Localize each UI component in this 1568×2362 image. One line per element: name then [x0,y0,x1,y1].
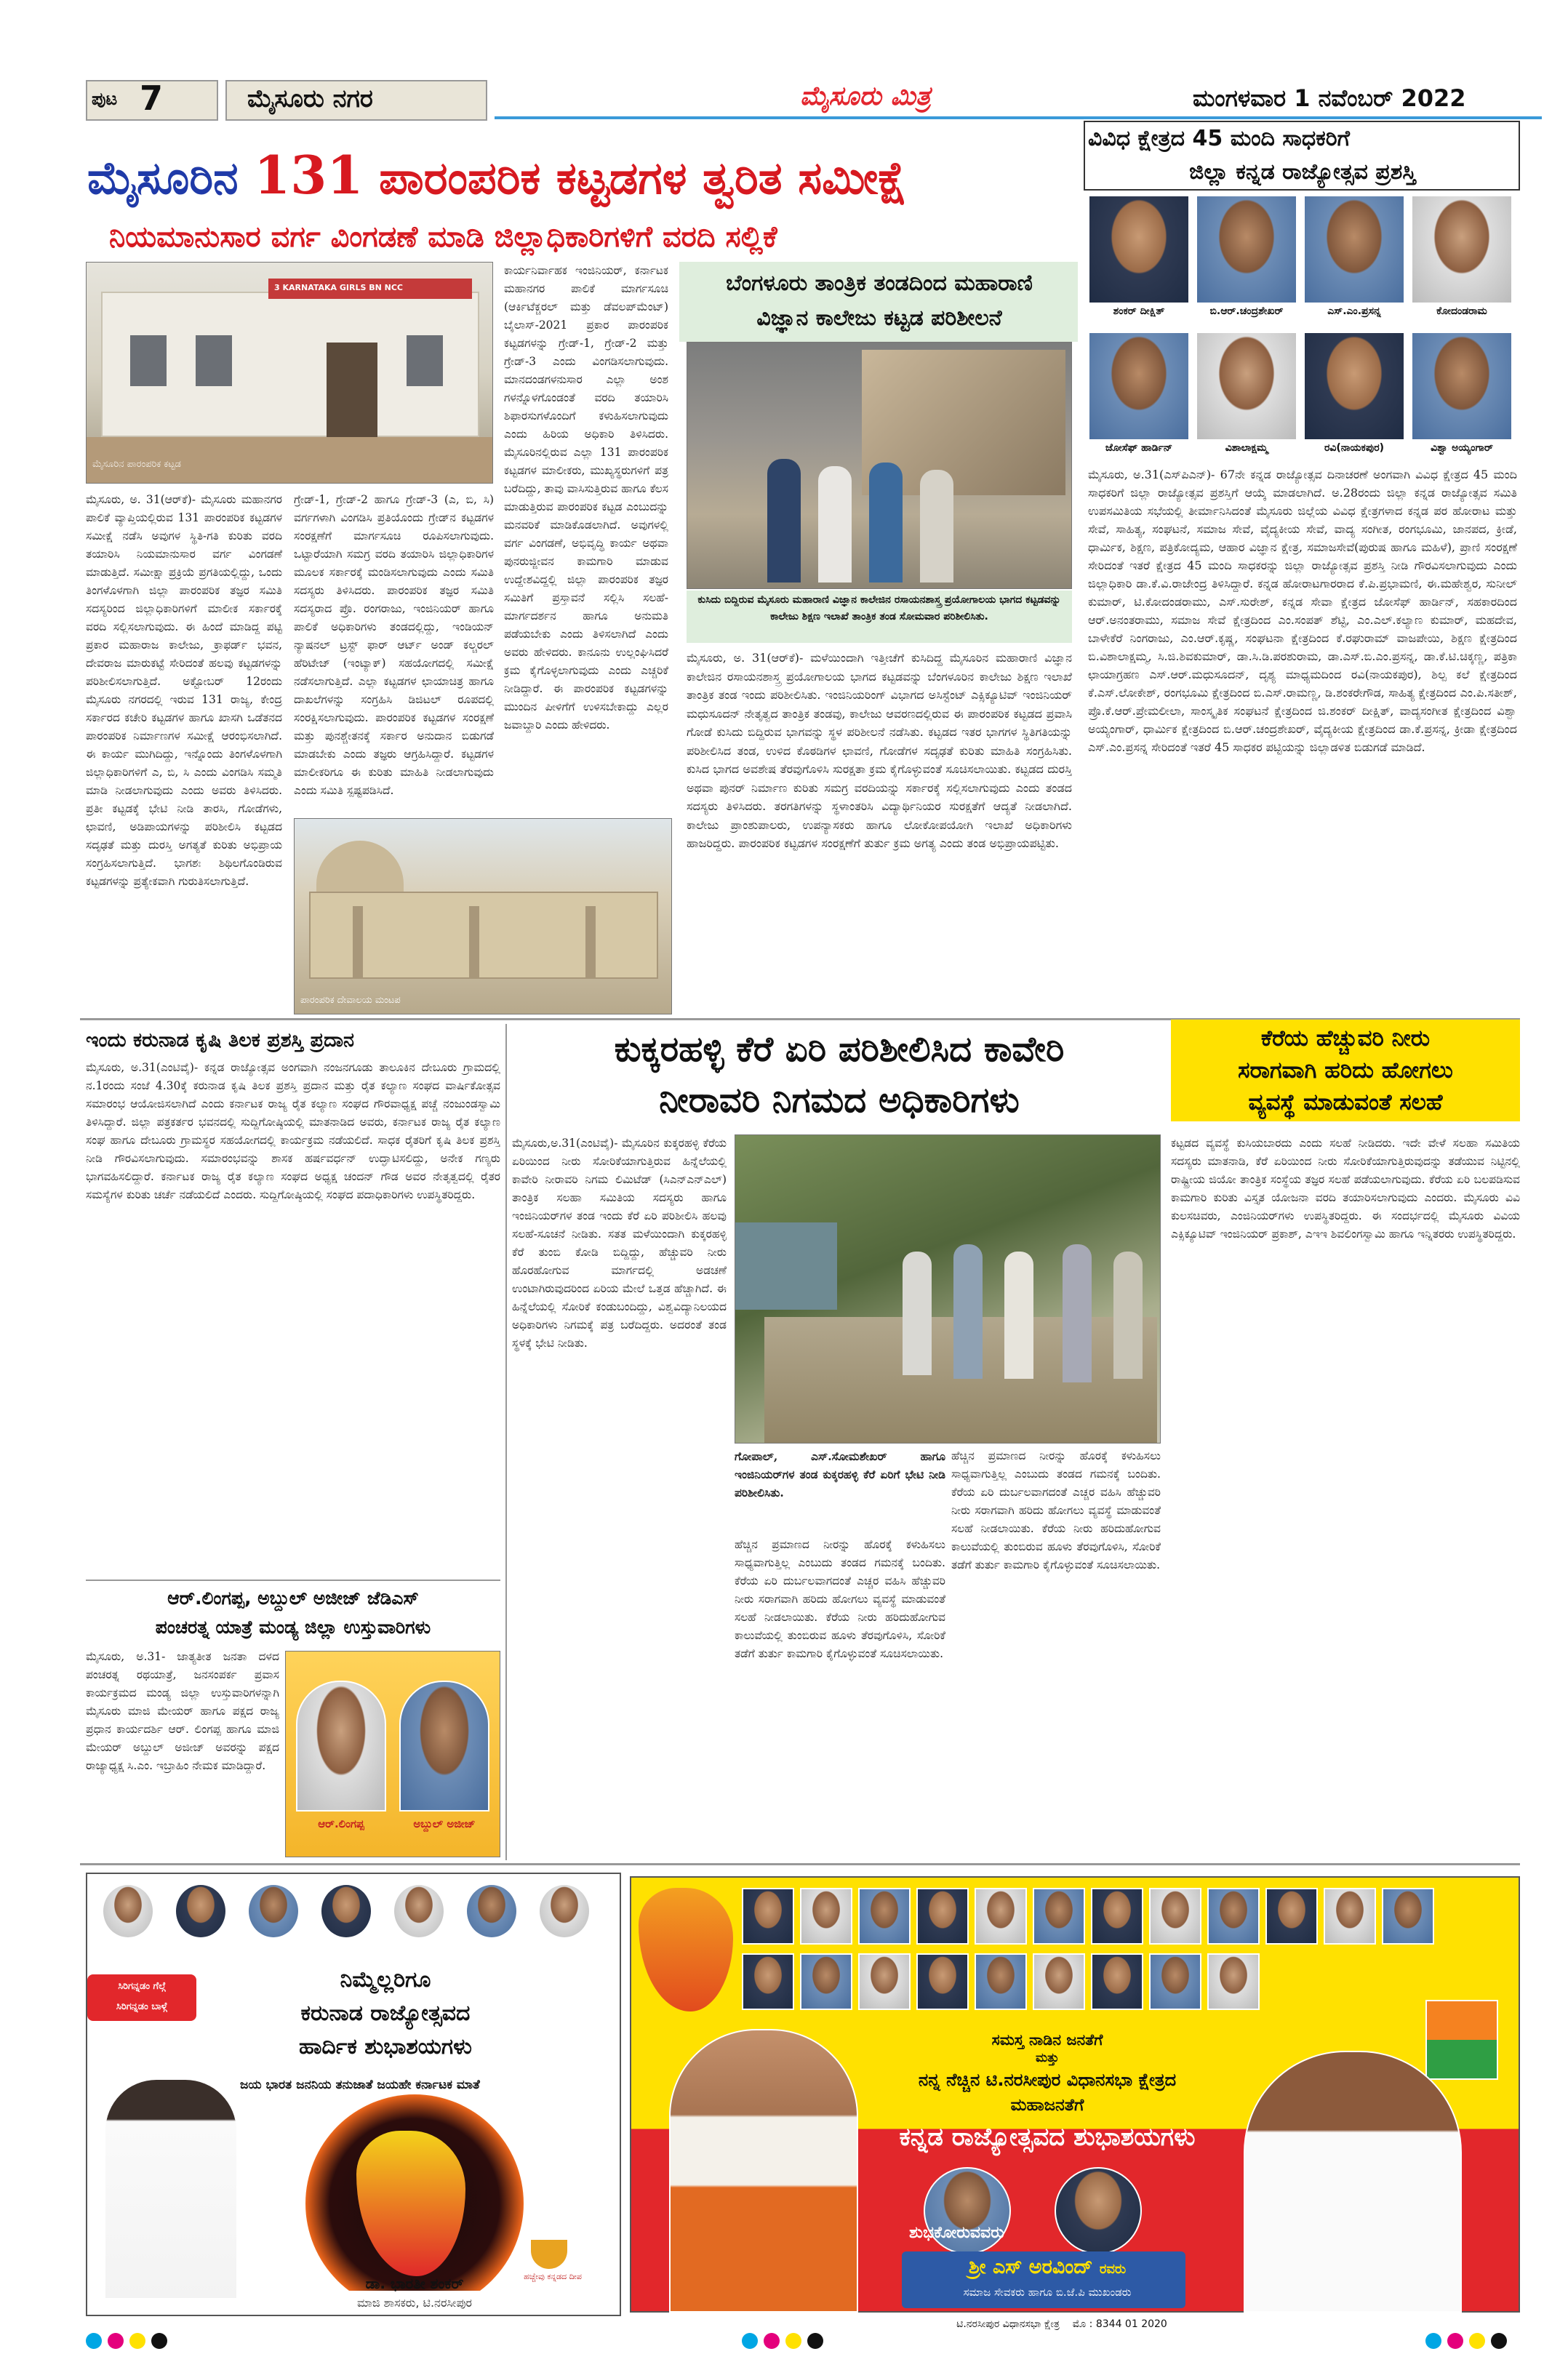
registration-dot-black [1491,2333,1507,2349]
official-figure [953,1244,983,1379]
page-header [29,79,1542,125]
inspector-figure [767,459,801,583]
registration-dot-black [151,2333,167,2349]
awardee-name: ಶಂಕರ್ ದೀಕ್ಷಿತ್ [1113,305,1165,317]
awardee-photo [1088,195,1190,304]
leader-portrait [175,1883,227,1939]
registration-dot-cyan [1425,2333,1441,2349]
official-figure [903,1252,932,1375]
leader-portrait [399,1681,489,1811]
candidate-portrait-left [669,2029,858,2313]
leader-portrait [320,1883,372,1939]
ad-left-greeting-3: ಹಾರ್ದಿಕ ಶುಭಾಶಯಗಳು [299,2034,472,2059]
signboard-text: 3 KARNATAKA GIRLS BN NCC [274,283,404,292]
building-door [327,343,377,437]
leader-portrait [975,1953,1027,2010]
lake-column-1: ಮೈಸೂರು,ಅ.31(ಎಂಟಿವೈ)- ಮೈಸೂರಿನ ಕುಕ್ಕರಹಳ್ಳಿ ಕೆರೆಯ ಏರಿಯಿಂದ ನೀರು ಸೋರಿಕೆಯಾಗುತ್ತಿರುವ ಹಿನ್ನೆಲೆಯಲ್ಲಿ ಕಾವೇರಿ ನೀರಾವರಿ ನಿಗಮ ಲಿಮಿಟೆಡ್ (ಸಿಎನ್‌ಎನ್‌ಎಲ್) ತಾಂತ್ರಿಕ ಸಲಹಾ ಸಮಿತಿಯ ಸದಸ್ಯರು ಹಾಗೂ ಇಂಜಿನಿಯರ್‌ಗಳ ತಂಡ ಇಂದು ಕೆರೆ ಏರಿ ಪರಿಶೀಲಿಸಿ ಹಲವು ಸಲಹೆ-ಸೂಚನೆ ನೀಡಿತು. ಸತತ ಮಳೆಯಿಂದಾಗಿ ಕುಕ್ಕರಹಳ್ಳಿ ಕೆರೆ ತುಂಬಿ ಕೋಡಿ ಬಿದ್ದಿದ್ದು, ಹೆಚ್ಚುವರಿ ನೀರು ಹೊರಹೋಗುವ ಮಾರ್ಗದಲ್ಲಿ ಅಡಚಣೆ ಉಂಟಾಗಿರುವುದರಿಂದ ಏರಿಯ ಮೇಲೆ ಒತ್ತಡ ಹೆಚ್ಚಾಗಿದೆ. ಈ ಹಿನ್ನೆಲೆಯಲ್ಲಿ ಸೋರಿಕೆ ಕಂಡುಬಂದಿದ್ದು, ವಿಶ್ವವಿದ್ಯಾನಿಲಯದ ಅಧಿಕಾರಿಗಳು ನಿಗಮಕ್ಕೆ ಪತ್ರ ಬರೆದಿದ್ದರು. ಅದರಂತೆ ತಂಡ ಸ್ಥಳಕ್ಕೆ ಭೇಟಿ ನೀಡಿತು. [512,1137,727,1350]
awardee-name: ವಿಶಾಲಾಕ್ಷಮ್ಮ [1225,442,1268,454]
awards-headline-1: ವಿವಿಧ ಕ್ಷೇತ್ರದ 45 ಮಂದಿ ಸಾಧಕರಿಗೆ [1088,126,1351,151]
leader-portrait [1149,1953,1201,2010]
leader-portrait [800,1888,852,1945]
caption-hidden: ಮೈಸೂರಿನ ಪಾರಂಪರಿಕ ಕಟ್ಟಡ [92,459,181,470]
section-divider [80,1863,1520,1865]
awardee-name: ಬಿ.ಆರ್.ಚಂದ್ರಶೇಖರ್ [1209,305,1284,317]
building-window [196,335,232,386]
ad-left-anthem: ಜಯ ಭಾರತ ಜನನಿಯ ತನುಜಾತೆ ಜಯಹೇ ಕರ್ನಾಟಕ ಮಾತೆ [240,2078,480,2092]
leader-portrait [247,1883,300,1939]
heritage-building-photo [86,262,493,484]
ad-right-constituency [865,2291,866,2293]
engineering-headline-1: ಬೆಂಗಳೂರು ತಾಂತ್ರಿಕ ತಂಡದಿಂದ ಮಹಾರಾಣಿ [726,271,1033,296]
registration-dot-magenta [108,2333,124,2349]
section-divider [86,1580,500,1581]
leader-portrait [742,1953,794,2010]
ad-right-line3: ನನ್ನ ನೆಚ್ಚಿನ ಟಿ.ನರಸೀಪುರ ವಿಧಾನಸಭಾ ಕ್ಷೇತ್ರದ [918,2070,1177,2090]
leader-name-left: ಆರ್.ಲಿಂಗಪ್ಪ [318,1817,364,1830]
ad-right-line1: ಸಮಸ್ತ ನಾಡಿನ ಜನತೆಗೆ [991,2031,1103,2049]
engineering-headline-2: ವಿಜ್ಞಾನ ಕಾಲೇಜು ಕಟ್ಟಡ ಪರಿಶೀಲನೆ [756,305,1002,331]
registration-dot-cyan [86,2333,102,2349]
awardee-photo [1088,332,1190,441]
lead-headline [87,135,1076,215]
ad-left-lamp-caption: ಹಚ್ಚೇವು ಕನ್ನಡದ ದೀಪ [524,2272,582,2281]
lake-headline-1: ಕುಕ್ಕರಹಳ್ಳಿ ಕೆರೆ ಏರಿ ಪರಿಶೀಲಿಸಿದ ಕಾವೇರಿ [614,1029,1065,1070]
leader-portrait [1091,1888,1143,1945]
awardee-photo [1303,332,1405,441]
engineering-body: ಮೈಸೂರು, ಅ. 31(ಆರ್‌ಕೆ)- ಮಳೆಯಿಂದಾಗಿ ಇತ್ತೀಚೆಗೆ ಕುಸಿದಿದ್ದ ಮೈಸೂರಿನ ಮಹಾರಾಣಿ ವಿಜ್ಞಾನ ಕಾಲೇಜಿನ ರಸಾಯನಶಾಸ್ತ್ರ ಪ್ರಯೋಗಾಲಯ ಭಾಗದ ಕಟ್ಟಡವನ್ನು ಬೆಂಗಳೂರಿನ ಕಾಲೇಜು ಶಿಕ್ಷಣ ಇಲಾಖೆ ತಾಂತ್ರಿಕ ತಂಡ ಇಂದು ಪರಿಶೀಲಿಸಿತು. ಇಂಜಿನಿಯರಿಂಗ್ ವಿಭಾಗದ ಅಸಿಸ್ಟೆಂಟ್ ಎಕ್ಸಿಕ್ಯೂಟಿವ್ ಇಂಜಿನಿಯರ್ ಮಧುಸೂದನ್ ನೇತೃತ್ವದ ತಾಂತ್ರಿಕ ತಂಡವು, ಕಾಲೇಜು ಆವರಣದಲ್ಲಿರುವ ಈ ಪಾರಂಪರಿಕ ಕಟ್ಟಡದ ಪ್ರವಾಸಿ ಗೋಡೆ ಕುಸಿದು ಬಿದ್ದಿರುವ ಭಾಗವನ್ನು ಸ್ಥಳ ಪರಿಶೀಲನೆ ನಡೆಸಿತು. ಕಟ್ಟಡದ ಇತರ ಭಾಗಗಳ ಸ್ಥಿತಿಗತಿಯನ್ನು ಪರಿಶೀಲಿಸಿದ ತಂಡ, ಉಳಿದ ಕೊಠಡಿಗಳ ಛಾವಣಿ, ಗೋಡೆಗಳ ಸದೃಢತೆ ಕುರಿತು ಮಾಹಿತಿ ಸಂಗ್ರಹಿಸಿತು. ಕುಸಿದ ಭಾಗದ ಅವಶೇಷ ತೆರವುಗೊಳಿಸಿ ಸುರಕ್ಷತಾ ಕ್ರಮ ಕೈಗೊಳ್ಳುವಂತೆ ಸೂಚಿಸಲಾಯಿತು. ಕಟ್ಟಡದ ದುರಸ್ತಿ ಅಥವಾ ಪುನರ್ ನಿರ್ಮಾಣ ಕುರಿತು ಸಮಗ್ರ ವರದಿಯನ್ನು ಸರ್ಕಾರಕ್ಕೆ ಸಲ್ಲಿಸಲಾಗುವುದು ಎಂದು ತಂಡದ ಸದಸ್ಯರು ತಿಳಿಸಿದರು. ತರಗತಿಗಳನ್ನು ಸ್ಥಳಾಂತರಿಸಿ ವಿದ್ಯಾರ್ಥಿನಿಯರ ಸುರಕ್ಷತೆಗೆ ಆದ್ಯತೆ ನೀಡಲಾಗಿದೆ. ಕಾಲೇಜು ಪ್ರಾಂಶುಪಾಲರು, ಉಪನ್ಯಾಸಕರು ಹಾಗೂ ಲೋಕೋಪಯೋಗಿ ಇಲಾಖೆ ಅಧಿಕಾರಿಗಳು ಹಾಜರಿದ್ದರು. ಪಾರಂಪರಿಕ ಕಟ್ಟಡಗಳ ಸಂರಕ್ಷಣೆಗೆ ತುರ್ತು ಕ್ರಮ ಅಗತ್ಯ ಎಂದು ತಂಡ ಅಭಿಪ್ರಾಯಪಟ್ಟಿತು. [687,651,1072,850]
registration-dot-magenta [1447,2333,1463,2349]
jds-leaders-photo [285,1651,500,1857]
krishi-headline: ಇಂದು ಕರುನಾಡ ಕೃಷಿ ತಿಲಕ ಪ್ರಶಸ್ತಿ ಪ್ರದಾನ [86,1029,355,1052]
ad-left-portrait-row [102,1883,604,1942]
awards-headline-2: ಜಿಲ್ಲಾ ಕನ್ನಡ ರಾಜ್ಯೋತ್ಸವ ಪ್ರಶಸ್ತಿ [1189,159,1416,185]
lake-photo-caption: ಗೋಪಾಲ್, ಎಸ್.ಸೋಮಶೇಖರ್ ಹಾಗೂ ಇಂಜಿನಿಯರ್‌ಗಳ ತಂಡ ಕುಕ್ಕರಹಳ್ಳಿ ಕೆರೆ ಏರಿಗೆ ಭೇಟಿ ನೀಡಿ ಪರಿಶೀಲಿಸಿತು. [735,1449,945,1500]
lead-column-2: ಗ್ರೇಡ್-1, ಗ್ರೇಡ್-2 ಹಾಗೂ ಗ್ರೇಡ್-3 (ಎ, ಬಿ, ಸಿ) ವರ್ಗಗಳಾಗಿ ವಿಂಗಡಿಸಿ ಪ್ರತಿಯೊಂದು ಗ್ರೇಡ್‌ನ ಕಟ್ಟಡಗಳ ಸಂರಕ್ಷಣೆಗೆ ಮಾರ್ಗಸೂಚಿ ರೂಪಿಸಲಾಗುವುದು. ಒಟ್ಟಾರೆಯಾಗಿ ಸಮಗ್ರ ವರದಿ ತಯಾರಿಸಿ ಜಿಲ್ಲಾಧಿಕಾರಿಗಳ ಮೂಲಕ ಸರ್ಕಾರಕ್ಕೆ ಮಂಡಿಸಲಾಗುವುದು ಎಂದು ಸಮಿತಿ ಸದಸ್ಯರು ತಿಳಿಸಿದರು. ಪಾರಂಪರಿಕ ತಜ್ಞರ ಸಮಿತಿ ಸದಸ್ಯರಾದ ಪ್ರೊ. ರಂಗರಾಜು, ಇಂಜಿನಿಯರ್ ಹಾಗೂ ಪಾಲಿಕೆ ಅಧಿಕಾರಿಗಳು ತಂಡದಲ್ಲಿದ್ದು, ಇಂಡಿಯನ್ ನ್ಯಾಷನಲ್ ಟ್ರಸ್ಟ್ ಫಾರ್ ಆರ್ಟ್ ಅಂಡ್ ಕಲ್ಚರಲ್ ಹೆರಿಟೇಜ್ (ಇಂಟ್ಯಾಕ್) ಸಹಯೋಗದಲ್ಲಿ ಸಮೀಕ್ಷೆ ನಡೆಸಲಾಗುತ್ತಿದೆ. ಎಲ್ಲಾ ಕಟ್ಟಡಗಳ ಛಾಯಾಚಿತ್ರ ಹಾಗೂ ದಾಖಲೆಗಳನ್ನು ಸಂಗ್ರಹಿಸಿ ಡಿಜಿಟಲ್ ರೂಪದಲ್ಲಿ ಸಂರಕ್ಷಿಸಲಾಗುವುದು. ಪಾರಂಪರಿಕ ಕಟ್ಟಡಗಳ ಸಂರಕ್ಷಣೆ ಮತ್ತು ಪುನಶ್ಚೇತನಕ್ಕೆ ಸರ್ಕಾರ ಅನುದಾನ ಬಿಡುಗಡೆ ಮಾಡಬೇಕು ಎಂದು ತಜ್ಞರು ಆಗ್ರಹಿಸಿದ್ದಾರೆ. ಕಟ್ಟಡಗಳ ಮಾಲೀಕರಿಗೂ ಈ ಕುರಿತು ಮಾಹಿತಿ ನೀಡಲಾಗುವುದು ಎಂದು ಸಮಿತಿ ಸ್ಪಷ್ಟಪಡಿಸಿದೆ. [294,493,494,797]
masthead-line [495,116,1542,119]
temple-pillar [353,906,363,979]
registration-dot-black [807,2333,823,2349]
leader-portrait [858,1953,911,2010]
ad-left-name: ಡಾ. ಭಾರತೀ ಶಂಕರ್ [365,2275,464,2292]
inspector-figure [869,463,903,583]
leader-portrait [1033,1888,1085,1945]
awardee-name: ಎಸ್.ಎಂ.ಪ್ರಸನ್ನ [1327,305,1381,317]
jds-headline-2: ಪಂಚರತ್ನ ಯಾತ್ರೆ ಮಂಡ್ಯ ಜಿಲ್ಲಾ ಉಸ್ತುವಾರಿಗಳು [155,1617,431,1638]
masthead-logo: ಮೈಸೂರು ಮಿತ್ರ [800,81,931,111]
leader-portrait [1324,1888,1376,1945]
registration-dot-magenta [764,2333,780,2349]
ad-left-designation: ಮಾಜಿ ಶಾಸಕರು, ಟಿ.ನರಸೀಪುರ [356,2296,473,2310]
lead-subheadline: ನಿಯಮಾನುಸಾರ ವರ್ಗ ವಿಂಗಡಣೆ ಮಾಡಿ ಜಿಲ್ಲಾಧಿಕಾರಿಗಳಿಗೆ ವರದಿ ಸಲ್ಲಿಕೆ [109,220,777,254]
inspector-figure [818,466,852,583]
leader-portrait [538,1883,591,1939]
greeter-label: ಶುಭಕೋರುವವರು [909,2224,1004,2242]
lake-water [735,1222,837,1310]
temple-pillar [585,906,596,979]
heritage-temple-photo [294,818,672,1014]
registration-dot-cyan [742,2333,758,2349]
candidate-portrait-right [1244,2051,1462,2313]
page-word: ಪುಟ [92,89,118,109]
greeter-name-line [909,2253,1185,2284]
issue-date: ಮಂಗಳವಾರ 1 ನವೆಂಬರ್ 2022 [1193,84,1466,112]
building-window [130,335,167,386]
awardee-name: ಜೋಸೆಫ್ ಹಾರ್ಡಿನ್ [1105,442,1173,454]
awardee-name: ರವಿ(ನಾಯಕಪುರ) [1324,442,1385,454]
awardee-photo [1196,195,1297,304]
leader-portrait [1033,1953,1085,2010]
lead-headline-pre: ಮೈಸೂರಿನ [87,151,239,204]
leader-portrait [1149,1888,1201,1945]
official-figure [1063,1244,1092,1382]
column-divider [505,1024,507,1860]
awardee-photo [1196,332,1297,441]
lake-headline-2: ನೀರಾವರಿ ನಿಗಮದ ಅಧಿಕಾರಿಗಳು [659,1080,1020,1121]
lake-column-2b: ಹೆಚ್ಚಿನ ಪ್ರಮಾಣದ ನೀರನ್ನು ಹೊರಕ್ಕೆ ಕಳುಹಿಸಲು ಸಾಧ್ಯವಾಗುತ್ತಿಲ್ಲ ಎಂಬುದು ತಂಡದ ಗಮನಕ್ಕೆ ಬಂದಿತು. ಕೆರೆಯ ಏರಿ ದುರ್ಬಲವಾಗದಂತೆ ಎಚ್ಚರ ವಹಿಸಿ ಹೆಚ್ಚುವರಿ ನೀರು ಸರಾಗವಾಗಿ ಹರಿದು ಹೋಗಲು ವ್ಯವಸ್ಥೆ ಮಾಡುವಂತೆ ಸಲಹೆ ನೀಡಲಾಯಿತು. ಕೆರೆಯ ನೀರು ಹರಿದುಹೋಗುವ ಕಾಲುವೆಯಲ್ಲಿ ತುಂಬಿರುವ ಹೂಳು ತೆರವುಗೊಳಿಸಿ, ಸೋರಿಕೆ ತಡೆಗೆ ತುರ್ತು ಕಾಮಗಾರಿ ಕೈಗೊಳ್ಳುವಂತೆ ಸೂಚಿಸಲಾಯಿತು. [951,1449,1161,1572]
ad-left-greeting-1: ನಿಮ್ಮೆಲ್ಲರಿಗೂ [340,1967,431,1993]
ad-left-person [105,2080,236,2298]
party-flag-icon [1425,2000,1498,2080]
lead-headline-post: ಪಾರಂಪರಿಕ ಕಟ್ಟಡಗಳ ತ್ವರಿತ ಸಮೀಕ್ಷೆ [379,151,908,204]
leader-portrait [916,1888,969,1945]
lead-column-1: ಮೈಸೂರು, ಅ. 31(ಆರ್‌ಕೆ)- ಮೈಸೂರು ಮಹಾನಗರ ಪಾಲಿಕೆ ವ್ಯಾಪ್ತಿಯಲ್ಲಿರುವ 131 ಪಾರಂಪರಿಕ ಕಟ್ಟಡಗಳ ಸಮೀಕ್ಷೆ ನಡೆಸಿ ಅವುಗಳ ಸ್ಥಿತಿ-ಗತಿ ಕುರಿತು ವರದಿ ತಯಾರಿಸಿ ನಿಯಮಾನುಸಾರ ವರ್ಗ ವಿಂಗಡಣೆ ಮಾಡುತ್ತಿದೆ. ಸಮೀಕ್ಷಾ ಪ್ರಕ್ರಿಯೆ ಪ್ರಗತಿಯಲ್ಲಿದ್ದು, ಒಂದು ತಿಂಗಳೊಳಗಾಗಿ ಜಿಲ್ಲಾ ಪಾರಂಪರಿಕ ತಜ್ಞರ ಸಮಿತಿ ಸದಸ್ಯರಿಂದ ಜಿಲ್ಲಾಧಿಕಾರಿಗಳಿಗೆ ಮಾಲೀಕ ಸರ್ಕಾರಕ್ಕೆ ವರದಿ ಸಲ್ಲಿಸಲಾಗುವುದು. ಈ ಹಿಂದೆ ಮಾಡಿದ್ದ ಪಟ್ಟಿ ಪ್ರಕಾರ ಮಹಾರಾಜ ಕಾಲೇಜು, ಕ್ರಾಫರ್ಡ್ ಭವನ, ದೇವರಾಜ ಮಾರುಕಟ್ಟೆ ಸೇರಿದಂತೆ ಹಲವು ಕಟ್ಟಡಗಳನ್ನು ಪರಿಶೀಲಿಸಲಾಗುತ್ತಿದೆ. ಅಕ್ಟೋಬರ್ 12ರಂದು ಮೈಸೂರು ನಗರದಲ್ಲಿ ಇರುವ 131 ರಾಜ್ಯ, ಕೇಂದ್ರ ಸರ್ಕಾರದ ಕಚೇರಿ ಕಟ್ಟಡಗಳ ಹಾಗೂ ಖಾಸಗಿ ಒಡೆತನದ ಪಾರಂಪರಿಕ ನಿರ್ಮಾಣಗಳ ಸಮೀಕ್ಷೆ ಆರಂಭಿಸಲಾಗಿದೆ. ಈ ಕಾರ್ಯ ಮುಗಿದಿದ್ದು, ಇನ್ನೊಂದು ತಿಂಗಳೊಳಗಾಗಿ ಜಿಲ್ಲಾಧಿಕಾರಿಗಳಿಗೆ ಎ, ಬಿ, ಸಿ ಎಂದು ವಿಂಗಡಿಸಿ ಸಮ್ಮತಿ ಮಾಡಿ ನೀಡಲಾಗುವುದು ಎಂದು ಅವರು ತಿಳಿಸಿದರು. ಪ್ರತೀ ಕಟ್ಟಡಕ್ಕೆ ಭೇಟಿ ನೀಡಿ ತಾರಸಿ, ಗೋಡೆಗಳು, ಛಾವಣಿ, ಅಡಿಪಾಯಗಳನ್ನು ಪರಿಶೀಲಿಸಿ ಕಟ್ಟಡದ ಸದೃಢತೆ ಮತ್ತು ದುರಸ್ತಿ ಅಗತ್ಯತೆ ಕುರಿತು ಅಭಿಪ್ರಾಯ ಸಂಗ್ರಹಿಸಲಾಗುತ್ತಿದೆ. ಭಾಗಶಃ ಶಿಥಿಲಗೊಂಡಿರುವ ಕಟ್ಟಡಗಳನ್ನು ಪ್ರತ್ಯೇಕವಾಗಿ ಗುರುತಿಸಲಾಗುತ್ತಿದೆ. [86,493,282,888]
krishi-body: ಮೈಸೂರು, ಅ.31(ಎಂಟಿವೈ)- ಕನ್ನಡ ರಾಜ್ಯೋತ್ಸವ ಅಂಗವಾಗಿ ನಂಜನಗೂಡು ತಾಲೂಕಿನ ದೇಬೂರು ಗ್ರಾಮದಲ್ಲಿ ನ.1ರಂದು ಸಂಜೆ 4.30ಕ್ಕೆ ಕರುನಾಡ ಕೃಷಿ ತಿಲಕ ಪ್ರಶಸ್ತಿ ಪ್ರದಾನ ಮತ್ತು ರೈತ ಕಲ್ಯಾಣ ಸಂಘದ ವಾರ್ಷಿಕೋತ್ಸವ ಸಮಾರಂಭ ಆಯೋಜಿಸಲಾಗಿದೆ ಎಂದು ಕರ್ನಾಟಕ ರಾಜ್ಯ ರೈತ ಕಲ್ಯಾಣ ಸಂಘದ ಗೌರವಾಧ್ಯಕ್ಷ ಪಚ್ಚೆ ನಂಜುಂಡಸ್ವಾಮಿ ತಿಳಿಸಿದ್ದಾರೆ. ಜಿಲ್ಲಾ ಪತ್ರಕರ್ತರ ಭವನದಲ್ಲಿ ಸುದ್ದಿಗೋಷ್ಠಿಯಲ್ಲಿ ಮಾತನಾಡಿದ ಅವರು, ಕರ್ನಾಟಕ ರಾಜ್ಯ ರೈತ ಕಲ್ಯಾಣ ಸಂಘ ಹಾಗೂ ದೇಬೂರು ಗ್ರಾಮಸ್ಥರ ಸಹಯೋಗದಲ್ಲಿ ಕಾರ್ಯಕ್ರಮ ನಡೆಯಲಿದೆ. ಸಾಧಕ ರೈತರಿಗೆ ಕೃಷಿ ತಿಲಕ ಪ್ರಶಸ್ತಿ ನೀಡಿ ಗೌರವಿಸಲಾಗುವುದು. ಸಮಾರಂಭವನ್ನು ಶಾಸಕ ಹರ್ಷವರ್ಧನ್ ಉದ್ಘಾಟಿಸಲಿದ್ದು, ಅನೇಕ ಗಣ್ಯರು ಭಾಗವಹಿಸಲಿದ್ದಾರೆ. ಕರ್ನಾಟಕ ರಾಜ್ಯ ರೈತ ಕಲ್ಯಾಣ ಸಂಘದ ಅಧ್ಯಕ್ಷ ಚಂದನ್ ಗೌಡ ಅವರ ನೇತೃತ್ವದಲ್ಲಿ ರೈತರ ಸಮಸ್ಯೆಗಳ ಕುರಿತು ಚರ್ಚೆ ನಡೆಯಲಿದೆ ಎಂದರು. ಸುದ್ದಿಗೋಷ್ಠಿಯಲ್ಲಿ ಸಂಘದ ಪದಾಧಿಕಾರಿಗಳು ಉಪಸ್ಥಿತರಿದ್ದರು. [86,1061,500,1201]
registration-dot-yellow [785,2333,801,2349]
leader-portrait [916,1953,969,2010]
official-figure [1004,1252,1033,1379]
greeter-role: ಸಮಾಜ ಸೇವಕರು ಹಾಗೂ ಬಿ.ಜೆ.ಪಿ ಮುಖಂಡರು [963,2286,1132,2299]
lake-column-3: ಕಟ್ಟಡದ ವ್ಯವಸ್ಥೆ ಕುಸಿಯಬಾರದು ಎಂದು ಸಲಹೆ ನೀಡಿದರು. ಇದೇ ವೇಳೆ ಸಲಹಾ ಸಮಿತಿಯ ಸದಸ್ಯರು ಮಾತನಾಡಿ, ಕೆರೆ ಏರಿಯಿಂದ ನೀರು ಸೋರಿಕೆಯಾಗುತ್ತಿರುವುದನ್ನು ತಡೆಯುವ ನಿಟ್ಟಿನಲ್ಲಿ ರಾಷ್ಟ್ರೀಯ ಜಿಯೋ ತಾಂತ್ರಿಕ ಸಂಸ್ಥೆಯ ತಜ್ಞರ ಸಲಹೆ ಪಡೆಯಲಾಗುವುದು. ಕೆರೆಯ ಏರಿ ಬಲಪಡಿಸುವ ಕಾಮಗಾರಿ ಕುರಿತು ವಿಸ್ತೃತ ಯೋಜನಾ ವರದಿ ತಯಾರಿಸಲಾಗುವುದು ಎಂದರು. ಮೈಸೂರು ವಿವಿ ಕುಲಸಚಿವರು, ಎಂಜಿನಿಯರ್‌ಗಳು ಉಪಸ್ಥಿತರಿದ್ದರು. ಈ ಸಂದರ್ಭದಲ್ಲಿ ಮೈಸೂರು ವಿವಿಯ ಎಕ್ಸಿಕ್ಯೂಟಿವ್ ಇಂಜಿನಿಯರ್ ಪ್ರಕಾಶ್, ಎಇಇ ಶಿವಲಿಂಗಸ್ವಾಮಿ ಹಾಗೂ ಇನ್ನಿತರರು ಉಪಸ್ಥಿತರಿದ್ದರು. [1171,1137,1520,1241]
greeter-suffix: ರವರು [1099,2262,1127,2277]
leader-portrait [975,1888,1027,1945]
temple-pillar [469,906,479,979]
registration-dot-yellow [1469,2333,1485,2349]
leader-portrait [465,1883,518,1939]
jds-body: ಮೈಸೂರು, ಅ.31- ಜಾತ್ಯತೀತ ಜನತಾ ದಳದ ಪಂಚರತ್ನ ರಥಯಾತ್ರೆ, ಜನಸಂಪರ್ಕ ಪ್ರವಾಸ ಕಾರ್ಯಕ್ರಮದ ಮಂಡ್ಯ ಜಿಲ್ಲಾ ಉಸ್ತುವಾರಿಗಳನ್ನಾಗಿ ಮೈಸೂರು ಮಾಜಿ ಮೇಯರ್ ಹಾಗೂ ಪಕ್ಷದ ರಾಜ್ಯ ಪ್ರಧಾನ ಕಾರ್ಯದರ್ಶಿ ಆರ್. ಲಿಂಗಪ್ಪ ಹಾಗೂ ಮಾಜಿ ಮೇಯರ್ ಅಬ್ದುಲ್ ಅಜೀಜ್ ಅವರನ್ನು ಪಕ್ಷದ ರಾಜ್ಯಾಧ್ಯಕ್ಷ ಸಿ.ಎಂ. ಇಬ್ರಾಹಿಂ ನೇಮಕ ಮಾಡಿದ್ದಾರೆ. [86,1650,279,1772]
leader-portrait [1091,1953,1143,2010]
awardee-photo [1411,195,1513,304]
lake-inspection-photo [735,1134,1161,1444]
awardee-photo [1411,332,1513,441]
ad-right-line5: ಕನ್ನಡ ರಾಜ್ಯೋತ್ಸವದ ಶುಭಾಶಯಗಳು [899,2123,1196,2152]
lake-sidebar-3: ವ್ಯವಸ್ಥೆ ಮಾಡುವಂತೆ ಸಲಹೆ [1248,1089,1443,1116]
awardee-photo [1303,195,1405,304]
lake-sidebar-1: ಕೆರೆಯ ಹೆಚ್ಚುವರಿ ನೀರು [1260,1025,1431,1052]
awardee-name: ಕೋದಂಡರಾಮ [1436,305,1487,317]
building-window [407,335,443,386]
ad-right-bottom-text [873,2317,1251,2331]
leader-portrait [102,1883,154,1939]
ad-right-line4: ಮಹಾಜನತೆಗೆ [1010,2096,1084,2115]
lake-sidebar-2: ಸರಾಗವಾಗಿ ಹರಿದು ಹೋಗಲು [1238,1057,1453,1084]
ad-right-phone: ಮೊ : 8344 01 2020 [1072,2318,1167,2330]
leader-portrait [742,1888,794,1945]
ad-right-portrait-grid [742,1888,1505,2019]
ad-right-line2: ಮತ್ತು [1035,2051,1060,2065]
awards-body: ಮೈಸೂರು, ಅ.31(ಎಸ್‌ಪಿಎನ್)- 67ನೇ ಕನ್ನಡ ರಾಜ್ಯೋತ್ಸವ ದಿನಾಚರಣೆ ಅಂಗವಾಗಿ ವಿವಿಧ ಕ್ಷೇತ್ರದ 45 ಮಂದಿ ಸಾಧಕರಿಗೆ ಜಿಲ್ಲಾ ರಾಜ್ಯೋತ್ಸವ ಪ್ರಶಸ್ತಿಗೆ ಆಯ್ಕೆ ಮಾಡಲಾಗಿದೆ. ಅ.28ರಂದು ಜಿಲ್ಲಾ ಕನ್ನಡ ರಾಜ್ಯೋತ್ಸವ ಸಮಿತಿ ಉಪಸಮಿತಿಯ ಸಭೆಯಲ್ಲಿ ತೀರ್ಮಾನಿಸಿದಂತೆ ಮೈಸೂರು ಜಿಲ್ಲೆಯ ವಿವಿಧ ಕ್ಷೇತ್ರಗಳಾದ ಕನ್ನಡ ಪರ ಹೋರಾಟ ಮತ್ತು ಸೇವೆ, ಸಾಹಿತ್ಯ, ಸಂಘಟನೆ, ಸಮಾಜ ಸೇವೆ, ವೈದ್ಯಕೀಯ ಸೇವೆ, ವಾದ್ಯ ಸಂಗೀತ, ರಂಗಭೂಮಿ, ಜಾನಪದ, ಕ್ರೀಡೆ, ಧಾರ್ಮಿಕ, ಶಿಕ್ಷಣ, ಪತ್ರಿಕೋದ್ಯಮ, ಆಹಾರ ವಿಜ್ಞಾನ ಕ್ಷೇತ್ರ, ಸಮಾಜಸೇವೆ(ಪುರುಷ ಹಾಗೂ ಮಹಿಳೆ), ಪ್ರಾಣಿ ಸಂರಕ್ಷಣೆ ಸೇರಿದಂತೆ ಇತರೆ ಕ್ಷೇತ್ರದ 45 ಮಂದಿ ಸಾಧಕರನ್ನು ಜಿಲ್ಲಾ ರಾಜ್ಯೋತ್ಸವ ಪ್ರಶಸ್ತಿ ನೀಡಿ ಗೌರವಿಸಲಾಗುವುದು ಎಂದು ಜಿಲ್ಲಾಧಿಕಾರಿ ಡಾ.ಕೆ.ವಿ.ರಾಜೇಂದ್ರ ತಿಳಿಸಿದ್ದಾರೆ. ಕನ್ನಡ ಹೋರಾಟಗಾರರಾದ ಕೆ.ಪಿ.ಪ್ರಭಾಮಣಿ, ಈ.ಮಹೇಶ್ವರ, ಸುನೀಲ್ ಕುಮಾರ್, ಟಿ.ಕೋದಂಡರಾಮು, ಎಸ್.ಸುರೇಶ್, ಕನ್ನಡ ಸೇವಾ ಕ್ಷೇತ್ರದ ಜೋಸೆಫ್ ಹಾರ್ಡಿನ್, ಸಹಕಾರದಿಂದ ಆರ್.ಅನಂತರಾಮು, ಸಮಾಜ ಸೇವೆ ಕ್ಷೇತ್ರದಿಂದ ಎಂ.ಸಂಪತ್ ಶೆಟ್ಟಿ, ಎಂ.ಎಲ್.ಕಲ್ಯಾಣ ಕುಮಾರ್, ಮಹದೇವ, ಬಾಳೇಕೆರೆ ನಿಂಗರಾಜು, ಎಂ.ಆರ್.ಕೃಷ್ಣ, ಸಂಘಟನಾ ಕ್ಷೇತ್ರದಿಂದ ಕೆ.ರಘುರಾಮ್ ವಾಜಪೇಯಿ, ಶಿಕ್ಷಣ ಕ್ಷೇತ್ರದಿಂದ ಬಿ.ವಿಶಾಲಾಕ್ಷಮ್ಮ, ಸಿ.ಜಿ.ಶಿವಕುಮಾರ್, ಡಾ.ಸಿ.ಡಿ.ಪರಶುರಾಮ, ಡಾ.ಎಸ್.ಬಿ.ಎಂ.ಪ್ರಸನ್ನ, ಡಾ.ಕೆ.ಟಿ.ಚಿಕ್ಕಣ್ಣ, ಪತ್ರಿಕಾ ಛಾಯಾಗ್ರಹಣ ಎಸ್.ಆರ್.ಮಧುಸೂದನ್, ದೃಶ್ಯ ಮಾಧ್ಯಮದಿಂದ ರವಿ(ನಾಯಕಪುರ), ಶಿಲ್ಪ ಕಲೆ ಕ್ಷೇತ್ರದಿಂದ ಕೆ.ಎಸ್.ಲೋಕೇಶ್, ರಂಗಭೂಮಿ ಕ್ಷೇತ್ರದಿಂದ ಬಿ.ಎಸ್.ರಾಮಣ್ಣ, ಡಿ.ಶಂಕರೇಗೌಡ, ಸಾಹಿತ್ಯ ಕ್ಷೇತ್ರದಿಂದ ಎಂ.ಪಿ.ಸತೀಶ್, ಪ್ರೊ.ಕೆ.ಆರ್.ಪ್ರೇಮಲೀಲಾ, ಸಾಂಸ್ಕೃತಿಕ ಸಂಘಟನೆ ಕ್ಷೇತ್ರದಿಂದ ಜಿ.ಶಂಕರ್ ದೀಕ್ಷಿತ್, ವಾದ್ಯಸಂಗೀತ ಕ್ಷೇತ್ರದಿಂದ ವಿಶ್ವಾ ಅಯ್ಯಂಗಾರ್, ಧಾರ್ಮಿಕ ಕ್ಷೇತ್ರದಿಂದ ಬಿ.ಆರ್.ಚಂದ್ರಶೇಖರ್, ವೈದ್ಯಕೀಯ ಕ್ಷೇತ್ರದಿಂದ ಡಾ.ಕೆ.ಪ್ರಸನ್ನ, ಕ್ರೀಡಾ ಕ್ಷೇತ್ರದಿಂದ ಎಸ್.ಎಂ.ಪ್ರಸನ್ನ ಸೇರಿದಂತೆ ಇತರೆ 45 ಸಾಧಕರ ಪಟ್ಟಿಯನ್ನು ಜಿಲ್ಲಾಡಳಿತ ಬಿಡುಗಡೆ ಮಾಡಿದೆ. [1088,468,1517,754]
section-name: ಮೈಸೂರು ನಗರ [247,84,373,113]
ad-left-tag-2: ಸಿರಿಗನ್ನಡಂ ಬಾಳ್ಗೆ [116,2001,168,2012]
official-figure [1113,1252,1143,1379]
leader-portrait [1207,1953,1260,2010]
registration-dot-yellow [129,2333,145,2349]
ad-left-greeting-2: ಕರುನಾಡ ರಾಜ್ಯೋತ್ಸವದ [300,2001,471,2026]
leader-portrait [1382,1888,1434,1945]
ad-left-tag-1: ಸಿರಿಗನ್ನಡಂ ಗೆಲ್ಗೆ [118,1981,166,1992]
leader-portrait [858,1888,911,1945]
page-number: 7 [140,79,164,118]
leader-portrait [800,1953,852,2010]
lead-column-3: ಕಾರ್ಯನಿರ್ವಾಹಕ ಇಂಜಿನಿಯರ್, ಕರ್ನಾಟಕ ಮಹಾನಗರ ಪಾಲಿಕೆ ಮಾರ್ಗಸೂಚಿ (ಆರ್ಕಿಟೆಕ್ಚರಲ್ ಮತ್ತು ಡೆವಲಪ್‌ಮೆಂಟ್) ಬೈಲಾಸ್-2021 ಪ್ರಕಾರ ಪಾರಂಪರಿಕ ಕಟ್ಟಡಗಳನ್ನು ಗ್ರೇಡ್-1, ಗ್ರೇಡ್-2 ಮತ್ತು ಗ್ರೇಡ್-3 ಎಂದು ವಿಂಗಡಿಸಲಾಗುವುದು. ಮಾನದಂಡಗಳನುಸಾರ ಎಲ್ಲಾ ಅಂಶ ಗಳನ್ನೊಳಗೊಂಡಂತೆ ವರದಿ ತಯಾರಿಸಿ ಶಿಫಾರಸುಗಳೊಂದಿಗೆ ಕಳುಹಿಸಲಾಗುವುದು ಎಂದು ಹಿರಿಯ ಅಧಿಕಾರಿ ತಿಳಿಸಿದರು. ಮೈಸೂರಿನಲ್ಲಿರುವ ಎಲ್ಲಾ 131 ಪಾರಂಪರಿಕ ಕಟ್ಟಡಗಳ ಮಾಲೀಕರು, ಮುಖ್ಯಸ್ಥರುಗಳಿಗೆ ಪತ್ರ ಬರೆದಿದ್ದು, ತಾವು ವಾಸಿಸುತ್ತಿರುವ ಹಾಗೂ ಕೆಲಸ ಮಾಡುತ್ತಿರುವ ಪಾರಂಪರಿಕ ಕಟ್ಟಡ ಎಂಬುದನ್ನು ಮನವರಿಕೆ ಮಾಡಿಕೊಡಲಾಗಿದೆ. ಅವುಗಳಲ್ಲಿ ವರ್ಗ ವಿಂಗಡಣೆ, ಅಭಿವೃದ್ಧಿ ಕಾರ್ಯ ಅಥವಾ ಪುನರುಜ್ಜೀವನ ಕಾಮಗಾರಿ ಮಾಡುವ ಉದ್ದೇಶವಿದ್ದಲ್ಲಿ ಜಿಲ್ಲಾ ಪಾರಂಪರಿಕ ತಜ್ಞರ ಸಮಿತಿಗೆ ಪ್ರಸ್ತಾವನೆ ಸಲ್ಲಿಸಿ ಸಲಹೆ-ಮಾರ್ಗದರ್ಶನ ಹಾಗೂ ಅನುಮತಿ ಪಡೆಯಬೇಕು ಎಂದು ತಿಳಿಸಲಾಗಿದೆ ಎಂದು ಅವರು ಹೇಳಿದರು. ಕಾನೂನು ಉಲ್ಲಂಘಿಸಿದರೆ ಕ್ರಮ ಕೈಗೊಳ್ಳಲಾಗುವುದು ಎಂದು ಎಚ್ಚರಿಕೆ ನೀಡಿದ್ದಾರೆ. ಈ ಪಾರಂಪರಿಕ ಕಟ್ಟಡಗಳನ್ನು ಮುಂದಿನ ಪೀಳಿಗೆಗೆ ಉಳಿಸಬೇಕಾದ್ದು ಎಲ್ಲರ ಜವಾಬ್ದಾರಿ ಎಂದು ಹೇಳಿದರು. [504,264,668,732]
leader-portrait [1207,1888,1260,1945]
temple-label: ಪಾರಂಪರಿಕ ದೇವಾಲಯ ಮಂಟಪ [300,995,401,1006]
leader-name-right: ಅಬ್ದುಲ್ ಅಜೀಜ್ [413,1817,476,1830]
ad-right-constituency-visible: ಟಿ.ನರಸೀಪುರ ವಿಧಾನಸಭಾ ಕ್ಷೇತ್ರ [956,2318,1060,2330]
awardee-name: ವಿಶ್ವಾ ಅಯ್ಯಂಗಾರ್ [1431,442,1493,454]
engineering-photo-caption: ಕುಸಿದು ಬಿದ್ದಿರುವ ಮೈಸೂರು ಮಹಾರಾಣಿ ವಿಜ್ಞಾನ ಕಾಲೇಜಿನ ರಸಾಯನಶಾಸ್ತ್ರ ಪ್ರಯೋಗಾಲಯ ಭಾಗದ ಕಟ್ಟಡವನ್ನು ಕಾಲೇಜು ಶಿಕ್ಷಣ ಇಲಾಖೆ ತಾಂತ್ರಿಕ ತಂಡ ಸೋಮವಾರ ಪರಿಶೀಲಿಸಿತು. [697,594,1061,622]
jds-headline-1: ಆರ್.ಲಿಂಗಪ್ಪ, ಅಬ್ದುಲ್ ಅಜೀಜ್ ಜೆಡಿಎಸ್ [167,1588,419,1609]
leader-portrait [1265,1888,1318,1945]
college-inspection-photo [687,342,1072,589]
lead-headline-number: 131 [254,144,364,206]
leader-portrait [296,1681,386,1811]
temple-dome [316,841,404,892]
greeter-name: ಶ್ರೀ ಎಸ್ ಅರವಿಂದ್ [968,2256,1093,2278]
inspector-figure [920,470,953,583]
leader-portrait [393,1883,445,1939]
lake-column-2: ಹೆಚ್ಚಿನ ಪ್ರಮಾಣದ ನೀರನ್ನು ಹೊರಕ್ಕೆ ಕಳುಹಿಸಲು ಸಾಧ್ಯವಾಗುತ್ತಿಲ್ಲ ಎಂಬುದು ತಂಡದ ಗಮನಕ್ಕೆ ಬಂದಿತು. ಕೆರೆಯ ಏರಿ ದುರ್ಬಲವಾಗದಂತೆ ಎಚ್ಚರ ವಹಿಸಿ ಹೆಚ್ಚುವರಿ ನೀರು ಸರಾಗವಾಗಿ ಹರಿದು ಹೋಗಲು ವ್ಯವಸ್ಥೆ ಮಾಡುವಂತೆ ಸಲಹೆ ನೀಡಲಾಯಿತು. ಕೆರೆಯ ನೀರು ಹರಿದುಹೋಗುವ ಕಾಲುವೆಯಲ್ಲಿ ತುಂಬಿರುವ ಹೂಳು ತೆರವುಗೊಳಿಸಿ, ಸೋರಿಕೆ ತಡೆಗೆ ತುರ್ತು ಕಾಮಗಾರಿ ಕೈಗೊಳ್ಳುವಂತೆ ಸೂಚಿಸಲಾಯಿತು. [735,1538,945,1660]
